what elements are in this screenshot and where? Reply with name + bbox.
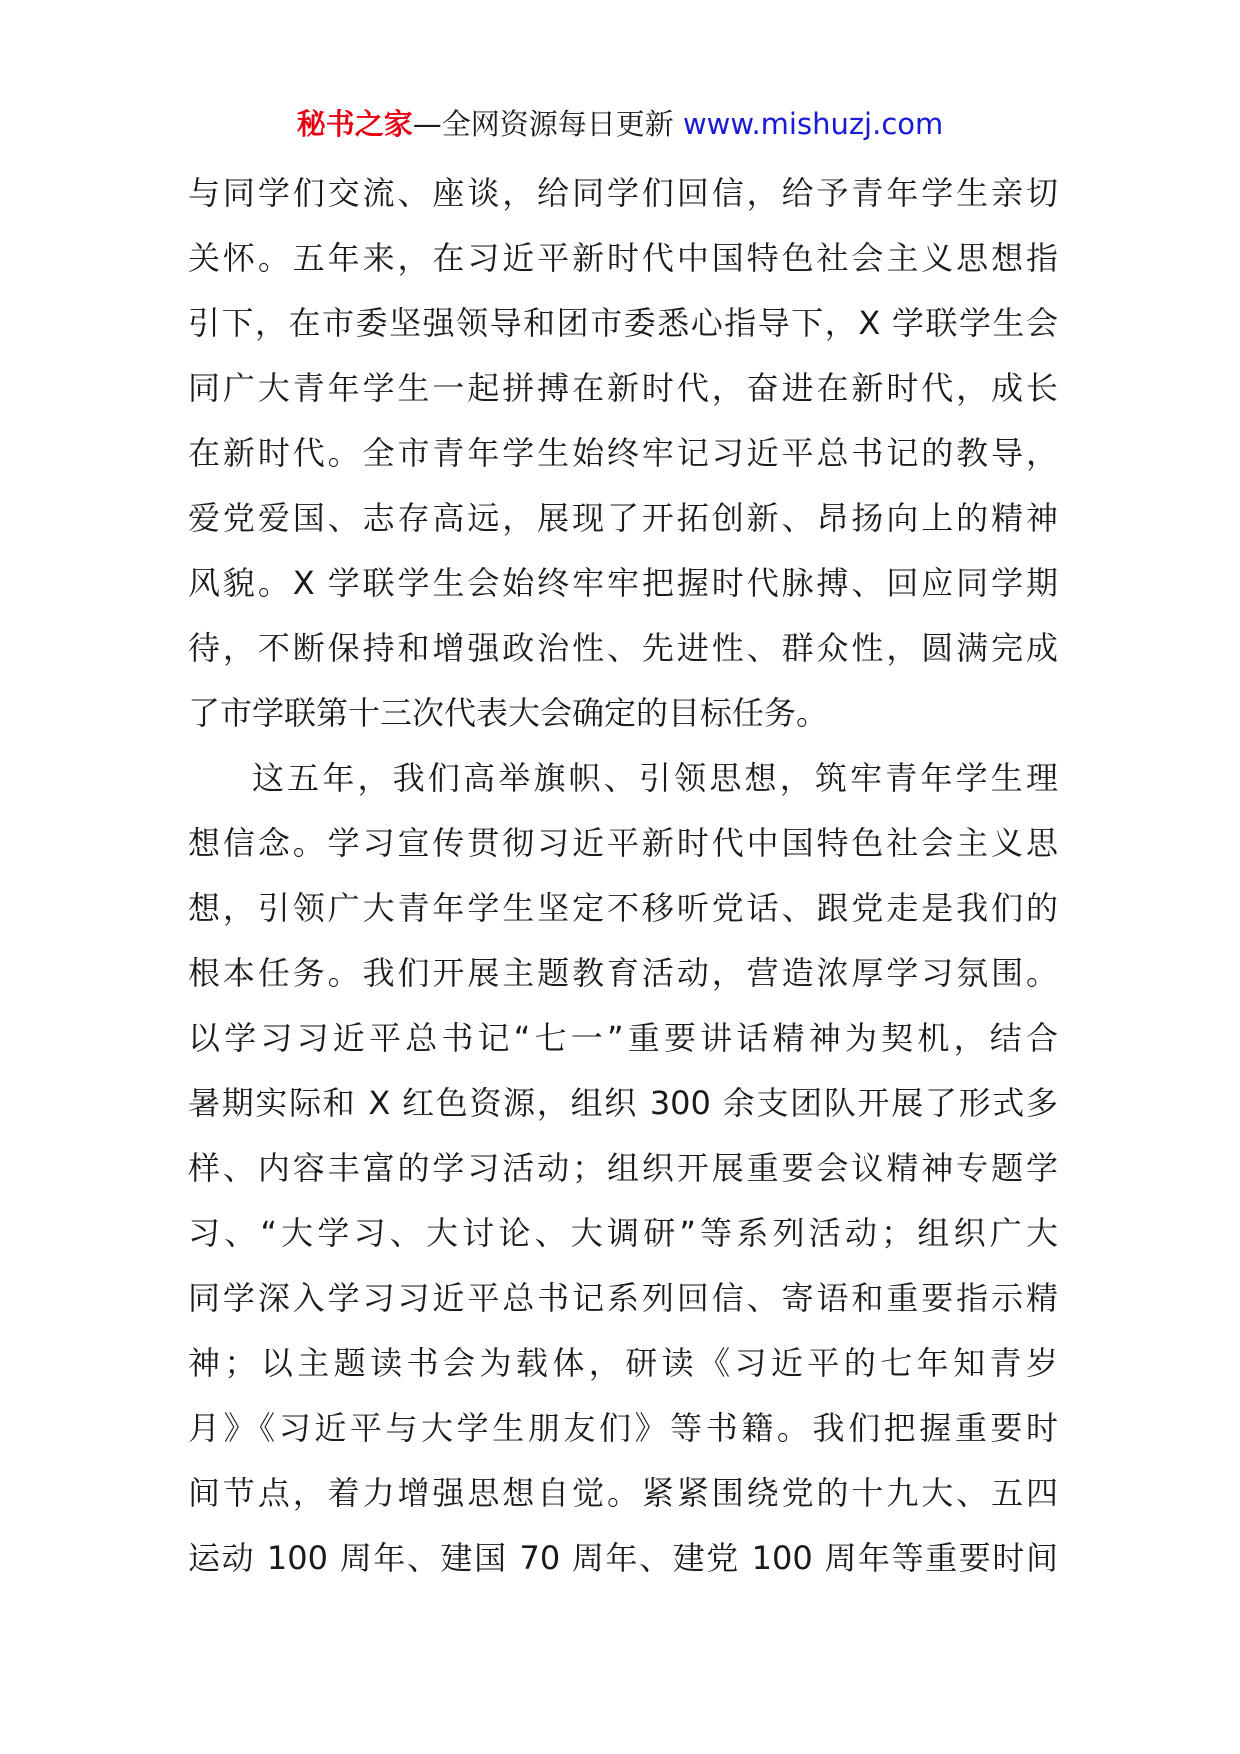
text-line: 根本任务。我们开展主题教育活动，营造浓厚学习氛围。 <box>188 954 1058 992</box>
page-header <box>0 102 1240 146</box>
text-line: 想，引领广大青年学生坚定不移听党话、跟党走是我们的 <box>188 889 1058 927</box>
text-line: 间节点，着力增强思想自觉。紧紧围绕党的十九大、五四 <box>188 1474 1058 1512</box>
text-line: 月》《习近平与大学生朋友们》等书籍。我们把握重要时 <box>188 1409 1058 1447</box>
header-tagline: —全网资源每日更新 <box>412 107 674 141</box>
text-line: 神；以主题读书会为载体，研读《习近平的七年知青岁 <box>188 1344 1058 1382</box>
text-line: 爱党爱国、志存高远，展现了开拓创新、昂扬向上的精神 <box>188 499 1058 537</box>
text-line: 习、“大学习、大讨论、大调研”等系列活动；组织广大 <box>188 1214 1058 1252</box>
text-line: 引下，在市委坚强领导和团市委悉心指导下，X 学联学生会 <box>188 304 1058 342</box>
text-line: 以学习习近平总书记“七一”重要讲话精神为契机，结合 <box>188 1019 1058 1057</box>
text-line: 待，不断保持和增强政治性、先进性、群众性，圆满完成 <box>188 629 1058 667</box>
document-body <box>188 161 1058 1591</box>
text-line: 风貌。X 学联学生会始终牢牢把握时代脉搏、回应同学期 <box>188 564 1058 602</box>
text-line: 与同学们交流、座谈，给同学们回信，给予青年学生亲切 <box>188 174 1058 212</box>
brand-name: 秘书之家 <box>296 107 413 141</box>
text-line: 运动 100 周年、建国 70 周年、建党 100 周年等重要时间 <box>188 1539 1058 1577</box>
text-line: 样、内容丰富的学习活动；组织开展重要会议精神专题学 <box>188 1149 1058 1187</box>
paragraph-end-line: 了市学联第十三次代表大会确定的目标任务。 <box>188 694 829 732</box>
text-line: 想信念。学习宣传贯彻习近平新时代中国特色社会主义思 <box>188 824 1058 862</box>
website-link[interactable]: www.mishuzj.com <box>682 107 944 141</box>
text-line: 在新时代。全市青年学生始终牢记习近平总书记的教导， <box>188 434 1058 472</box>
text-line: 同学深入学习习近平总书记系列回信、寄语和重要指示精 <box>188 1279 1058 1317</box>
text-line: 暑期实际和 X 红色资源，组织 300 余支团队开展了形式多 <box>188 1084 1058 1122</box>
paragraph-start-line: 这五年，我们高举旗帜、引领思想，筑牢青年学生理 <box>252 759 1058 797</box>
text-line: 同广大青年学生一起拼搏在新时代，奋进在新时代，成长 <box>188 369 1058 407</box>
text-line: 关怀。五年来，在习近平新时代中国特色社会主义思想指 <box>188 239 1058 277</box>
